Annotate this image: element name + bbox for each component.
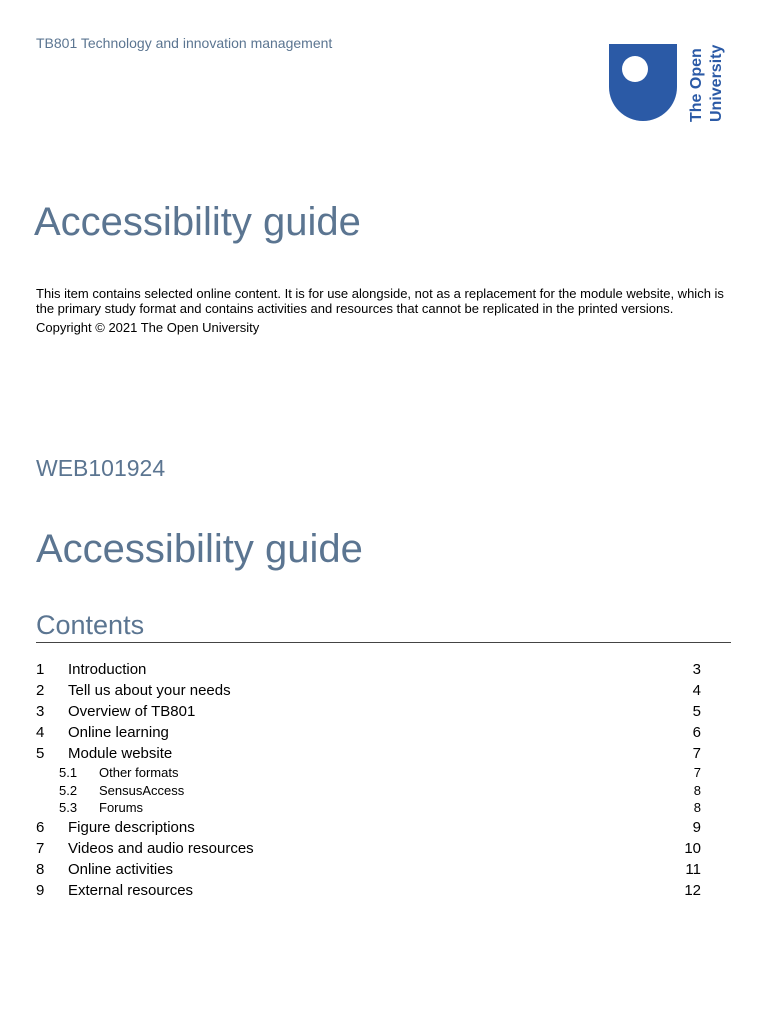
- toc-label: Module website: [68, 745, 173, 762]
- toc-number: 5: [36, 745, 45, 762]
- toc-number: 3: [36, 703, 45, 720]
- toc-number: 8: [36, 860, 45, 878]
- toc-label: Other formats: [99, 765, 179, 780]
- toc-entry[interactable]: [36, 859, 701, 880]
- toc-number: 4: [36, 724, 45, 741]
- toc-number: 5.1: [59, 765, 78, 780]
- toc-entry[interactable]: [36, 680, 701, 701]
- toc-label: Forums: [99, 800, 144, 815]
- toc-number: 6: [36, 818, 45, 836]
- toc-page-number: 10: [684, 839, 701, 857]
- toc-page-number: 6: [692, 724, 701, 741]
- contents-divider: [36, 642, 731, 643]
- toc-number: 9: [36, 881, 45, 899]
- toc-number: 5.3: [59, 800, 78, 815]
- logo-text: [687, 45, 727, 122]
- toc-label: Online learning: [68, 724, 169, 741]
- toc-page-number: 12: [684, 881, 701, 899]
- shield-icon: [609, 44, 677, 121]
- cover-title: Accessibility guide: [34, 200, 361, 244]
- toc-page-number: 7: [692, 745, 701, 762]
- toc-page-number: 8: [693, 800, 701, 815]
- toc-entry[interactable]: [36, 817, 701, 838]
- toc-number: 5.2: [59, 782, 78, 798]
- contents-heading: Contents: [36, 610, 145, 640]
- toc-number: 1: [36, 661, 45, 678]
- logo-text-line-1: The Open: [688, 48, 705, 122]
- document-code: WEB101924: [36, 455, 166, 481]
- toc-entry[interactable]: [36, 880, 701, 901]
- toc-label: Online activities: [68, 860, 174, 878]
- toc-number: 7: [36, 839, 45, 857]
- copyright-notice: Copyright © 2021 The Open University: [36, 320, 260, 335]
- toc-page-number: 5: [692, 703, 701, 720]
- toc-label: Tell us about your needs: [68, 682, 231, 699]
- toc-page-number: 4: [692, 682, 701, 699]
- toc-entry[interactable]: [36, 701, 701, 722]
- toc-entry[interactable]: [36, 764, 701, 782]
- logo-text-line-2: University: [708, 44, 725, 122]
- page-title: Accessibility guide: [36, 527, 363, 571]
- table-of-contents: [36, 659, 701, 901]
- toc-page-number: 11: [685, 860, 701, 878]
- toc-label: Introduction: [68, 661, 147, 678]
- toc-entry[interactable]: [36, 722, 701, 743]
- toc-entry[interactable]: [36, 838, 701, 859]
- toc-label: External resources: [68, 881, 194, 899]
- module-title: TB801 Technology and innovation management: [36, 35, 333, 51]
- toc-entry[interactable]: [36, 799, 701, 817]
- toc-page-number: 3: [692, 661, 701, 678]
- toc-entry[interactable]: [36, 659, 701, 680]
- toc-label: Overview of TB801: [68, 703, 196, 720]
- toc-number: 2: [36, 682, 45, 699]
- toc-page-number: 8: [693, 782, 701, 798]
- toc-label: Videos and audio resources: [68, 839, 254, 857]
- toc-entry[interactable]: [36, 743, 701, 764]
- toc-entry[interactable]: [36, 782, 701, 800]
- toc-page-number: 9: [692, 818, 701, 836]
- toc-page-number: 7: [693, 765, 701, 780]
- toc-label: SensusAccess: [99, 782, 185, 798]
- open-university-logo: [609, 44, 729, 124]
- intro-paragraph: This item contains selected online content. It is for use alongside, not as a replacement for the module website, which is the primary study format and contains activities and resources that cannot be replicated in the printed versions.: [36, 286, 724, 316]
- toc-label: Figure descriptions: [68, 818, 195, 836]
